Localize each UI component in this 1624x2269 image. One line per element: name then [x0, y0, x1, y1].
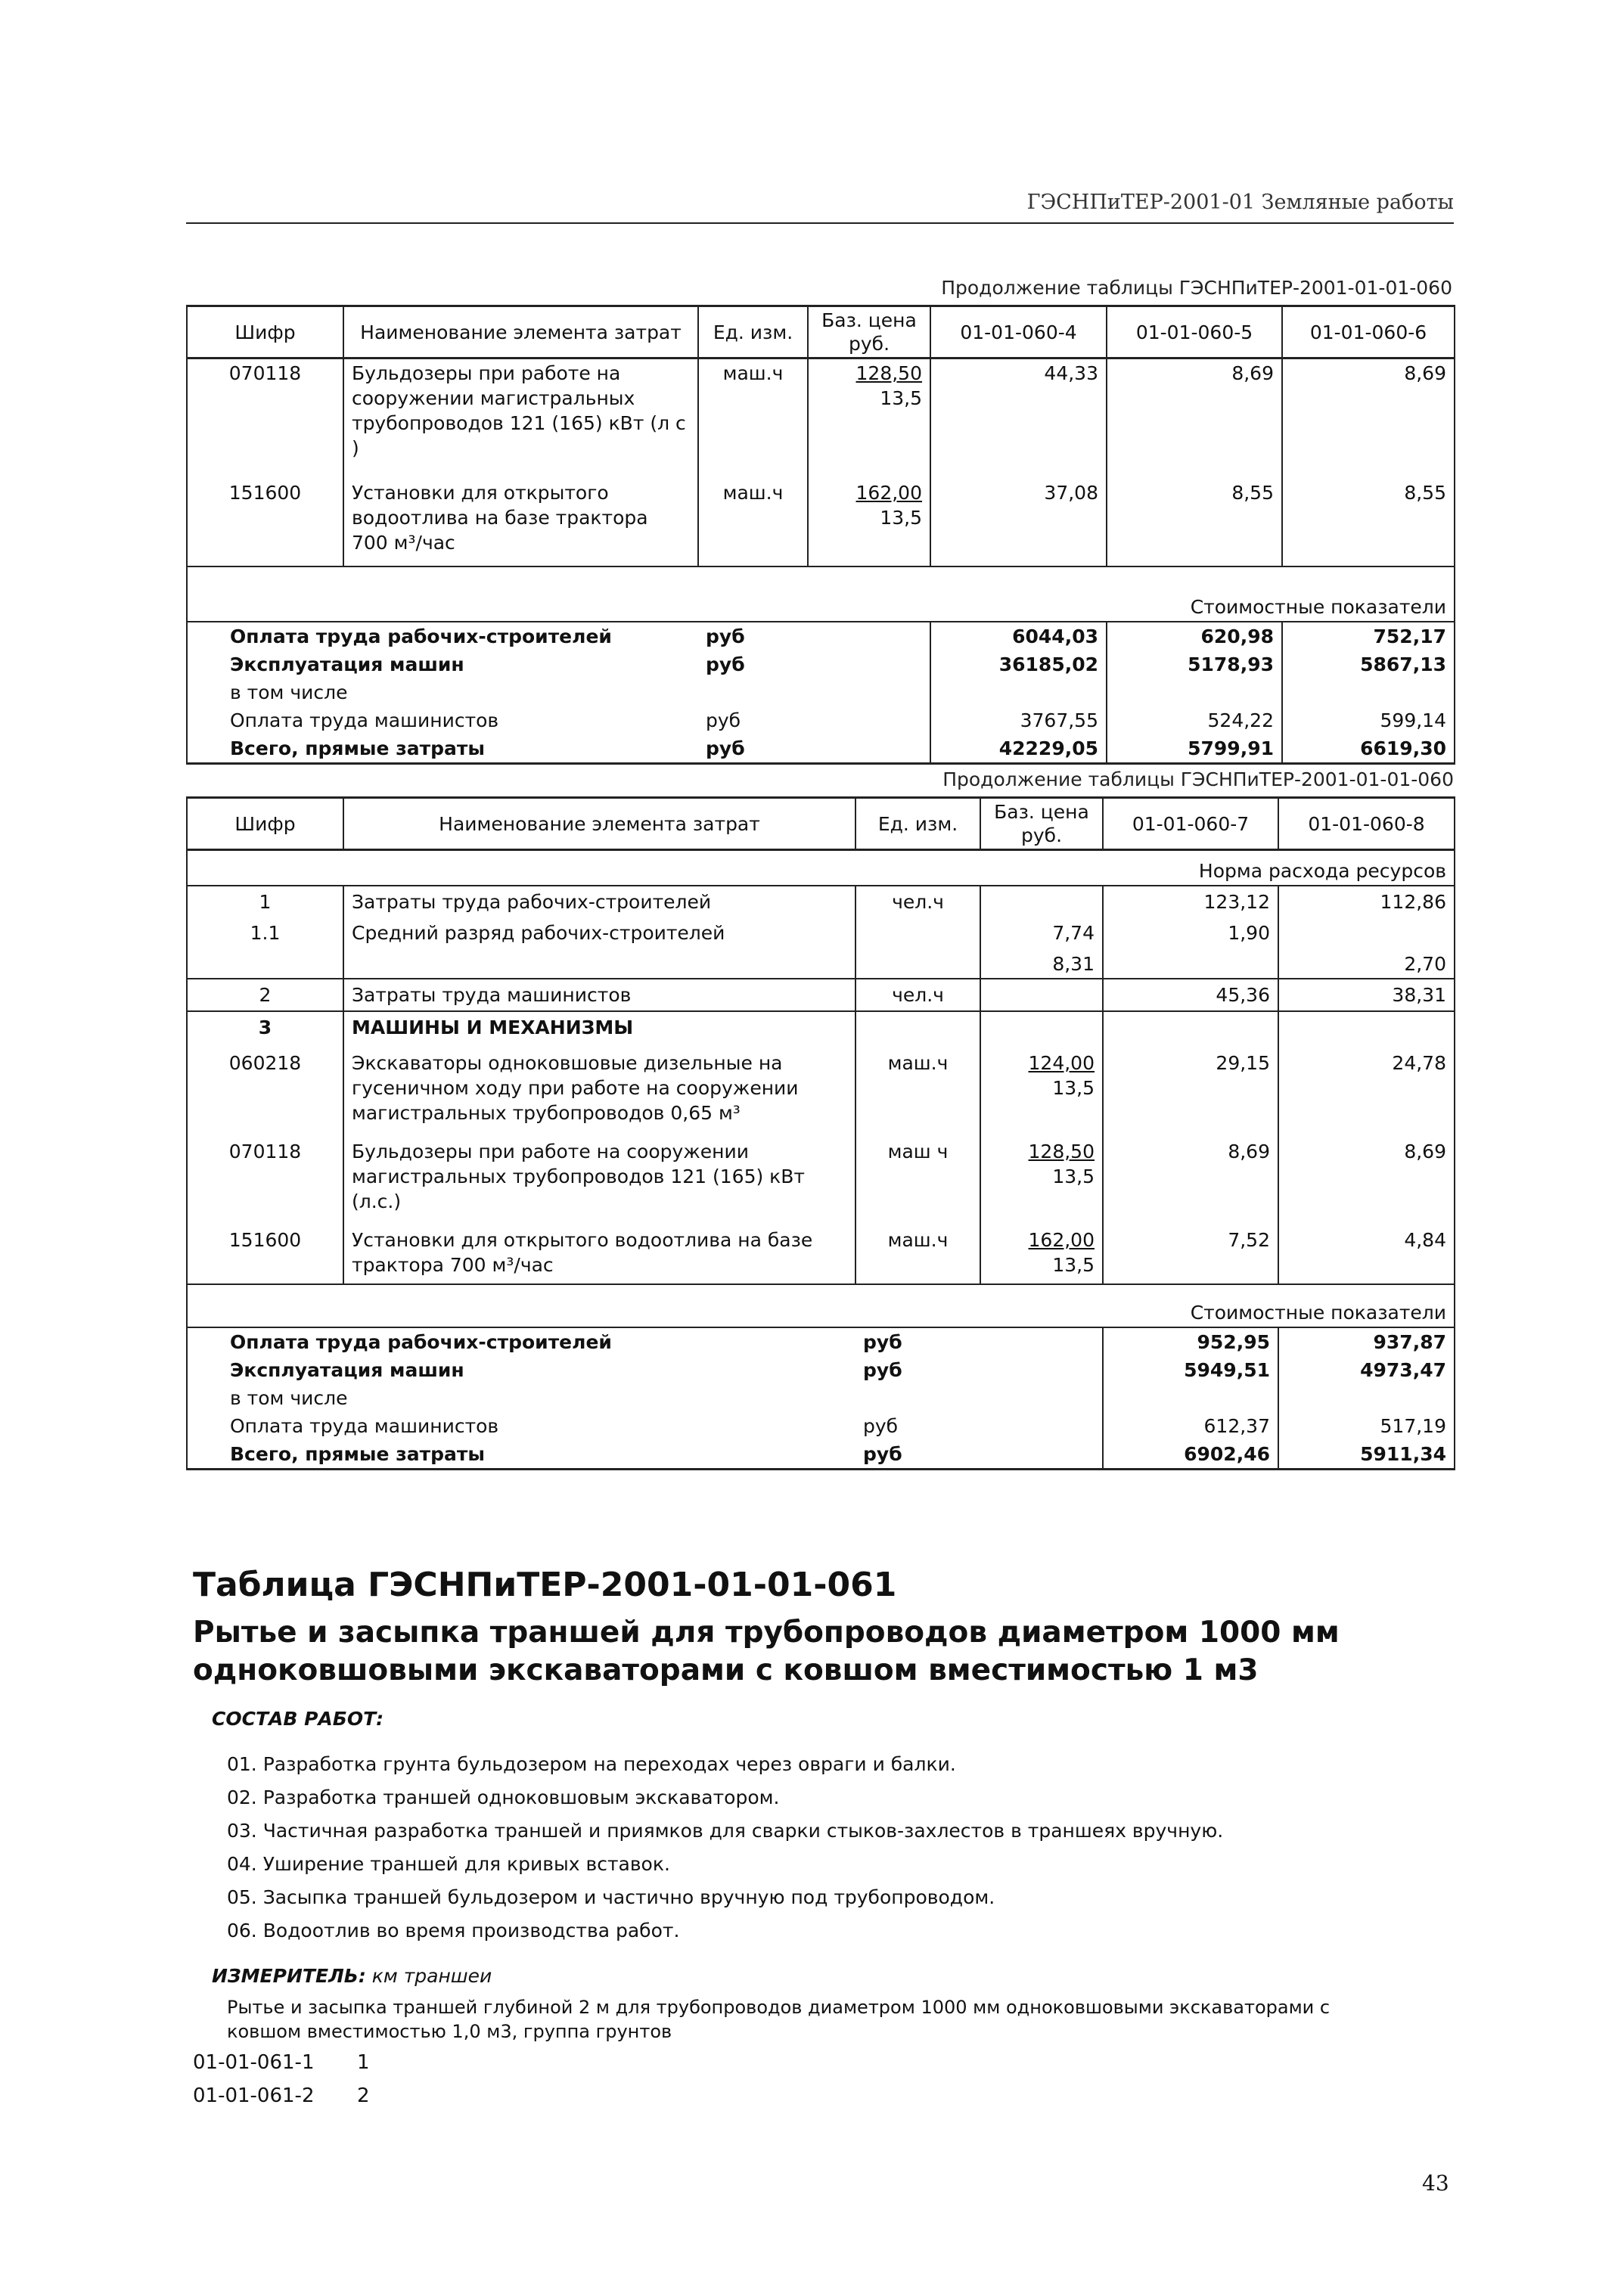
unit-cell: маш.ч	[698, 471, 808, 566]
cost-row	[187, 1327, 1455, 1356]
name-cell	[343, 948, 855, 979]
unit-cell: маш ч	[855, 1131, 980, 1220]
column-header: Баз. цена руб.	[808, 306, 930, 359]
value-cell: 42229,05	[930, 734, 1107, 764]
code-group: 2	[357, 2084, 370, 2107]
cost-unit: руб	[698, 706, 930, 734]
section-subtitle-line2: одноковшовыми экскаваторами с ковшом вместимостью 1 м3	[193, 1653, 1259, 1687]
cost-name: Оплата труда рабочих-строителей	[187, 1327, 855, 1356]
value-cell: 6619,30	[1282, 734, 1455, 764]
cost-name: Всего, прямые затраты	[187, 1440, 855, 1470]
cost-row	[187, 678, 1455, 706]
code-cell: 060218	[187, 1043, 343, 1131]
cost-row	[187, 734, 1455, 764]
table-row	[187, 979, 1455, 1011]
value-cell: 6902,46	[1103, 1440, 1278, 1470]
column-header: 01-01-060-5	[1107, 306, 1282, 359]
price-index: 13,5	[880, 387, 922, 409]
table1-continuation: Продолжение таблицы ГЭСНПиТЕР-2001-01-01-060	[941, 277, 1452, 299]
value-cell	[1103, 1384, 1278, 1412]
code-row-1	[193, 2051, 370, 2074]
value-cell: 6044,03	[930, 622, 1107, 650]
value-cell: 2,70	[1278, 948, 1455, 979]
value-cell: 8,69	[1107, 359, 1282, 472]
section-label-row	[187, 1284, 1455, 1327]
value-cell	[1282, 678, 1455, 706]
value-cell: 5867,13	[1282, 650, 1455, 678]
cost-unit	[855, 1384, 1103, 1412]
section-subtitle-line1: Рытье и засыпка траншей для трубопроводов диаметром 1000 мм	[193, 1616, 1340, 1650]
value-cell: 937,87	[1278, 1327, 1455, 1356]
name-cell: Установки для открытого водоотлива на базе трактора 700 м³/час	[343, 471, 698, 566]
table-row	[187, 1011, 1455, 1043]
value-cell: 8,55	[1282, 471, 1455, 566]
description-line2: ковшом вместимостью 1,0 м3, группа грунтов	[227, 2021, 672, 2042]
code-cell: 151600	[187, 471, 343, 566]
price-cell	[980, 1131, 1103, 1220]
price-index: 13,5	[1052, 1077, 1095, 1099]
unit-cell: маш.ч	[698, 359, 808, 472]
norm-label: Норма расхода ресурсов	[187, 850, 1455, 886]
cost-name: в том числе	[187, 678, 698, 706]
cost-unit	[698, 678, 930, 706]
table-row	[187, 948, 1455, 979]
works-label: СОСТАВ РАБОТ:	[212, 1708, 384, 1730]
table1-header-row	[187, 306, 1455, 359]
work-item: 01. Разработка грунта бульдозером на переходах через овраги и балки.	[227, 1753, 956, 1775]
value-cell: 112,86	[1278, 886, 1455, 917]
table-row	[187, 1220, 1455, 1284]
cost-row	[187, 1412, 1455, 1440]
value-cell	[1107, 678, 1282, 706]
meter-line	[212, 1965, 492, 1987]
code-cell: 3	[187, 1011, 343, 1043]
value-cell	[1278, 917, 1455, 948]
code-cell	[187, 948, 343, 979]
price-cell	[980, 979, 1103, 1011]
name-cell: Бульдозеры при работе на сооружении магистральных трубопроводов 121 (165) кВт (л с )	[343, 359, 698, 472]
value-cell: 5949,51	[1103, 1356, 1278, 1384]
work-item: 06. Водоотлив во время производства работ.	[227, 1920, 680, 1942]
cost-unit: руб	[855, 1412, 1103, 1440]
unit-cell: маш.ч	[855, 1220, 980, 1284]
column-header: 01-01-060-6	[1282, 306, 1455, 359]
cost-row	[187, 706, 1455, 734]
cost-name: Всего, прямые затраты	[187, 734, 698, 764]
value-cell: 8,55	[1107, 471, 1282, 566]
cost-row	[187, 1384, 1455, 1412]
cost-name: в том числе	[187, 1384, 855, 1412]
value-cell: 752,17	[1282, 622, 1455, 650]
price-index: 13,5	[1052, 1254, 1095, 1276]
code-row-2	[193, 2084, 370, 2107]
table2-header-row	[187, 798, 1455, 850]
cost-unit: руб	[855, 1356, 1103, 1384]
value-cell	[1103, 948, 1278, 979]
value-cell: 44,33	[930, 359, 1107, 472]
cost-name: Оплата труда рабочих-строителей	[187, 622, 698, 650]
value-cell: 524,22	[1107, 706, 1282, 734]
unit-cell	[855, 917, 980, 948]
value-cell: 3767,55	[930, 706, 1107, 734]
section-title: Таблица ГЭСНПиТЕР-2001-01-01-061	[193, 1566, 897, 1604]
unit-cell: маш.ч	[855, 1043, 980, 1131]
section-label: Стоимостные показатели	[187, 566, 1455, 622]
name-cell: Экскаваторы одноковшовые дизельные на гусеничном ходу при работе на сооружении магистральных трубопроводов 0,65 м³	[343, 1043, 855, 1131]
code-cell: 070118	[187, 1131, 343, 1220]
value-cell: 599,14	[1282, 706, 1455, 734]
value-cell: 4973,47	[1278, 1356, 1455, 1384]
value-cell: 123,12	[1103, 886, 1278, 917]
base-price: 128,50	[1028, 1141, 1095, 1162]
unit-cell	[855, 1011, 980, 1043]
table-row	[187, 917, 1455, 948]
value-cell: 1,90	[1103, 917, 1278, 948]
name-cell: Средний разряд рабочих-строителей	[343, 917, 855, 948]
section-label: Стоимостные показатели	[187, 1284, 1455, 1327]
price-cell	[808, 359, 930, 472]
code-cell: 1.1	[187, 917, 343, 948]
price-cell: 7,74	[980, 917, 1103, 948]
name-cell: Установки для открытого водоотлива на базе трактора 700 м³/час	[343, 1220, 855, 1284]
price-index: 13,5	[1052, 1166, 1095, 1187]
column-header: Шифр	[187, 306, 343, 359]
unit-cell: чел.ч	[855, 979, 980, 1011]
price-cell	[980, 1043, 1103, 1131]
name-cell: Затраты труда машинистов	[343, 979, 855, 1011]
value-cell: 8,69	[1103, 1131, 1278, 1220]
price-cell: 8,31	[980, 948, 1103, 979]
name-cell: МАШИНЫ И МЕХАНИЗМЫ	[343, 1011, 855, 1043]
value-cell: 24,78	[1278, 1043, 1455, 1131]
cost-name: Эксплуатация машин	[187, 650, 698, 678]
value-cell	[1278, 1011, 1455, 1043]
code-cell: 1	[187, 886, 343, 917]
section-label-row	[187, 566, 1455, 622]
cost-unit: руб	[698, 622, 930, 650]
code-value: 01-01-061-2	[193, 2084, 315, 2107]
value-cell: 5178,93	[1107, 650, 1282, 678]
norm-label-row	[187, 850, 1455, 886]
code-value: 01-01-061-1	[193, 2051, 315, 2074]
name-cell: Бульдозеры при работе на сооружении магистральных трубопроводов 121 (165) кВт (л.с.)	[343, 1131, 855, 1220]
base-price: 162,00	[855, 482, 922, 504]
column-header: Шифр	[187, 798, 343, 850]
work-item: 04. Уширение траншей для кривых вставок.	[227, 1853, 670, 1875]
column-header: Наименование элемента затрат	[343, 798, 855, 850]
value-cell: 29,15	[1103, 1043, 1278, 1131]
cost-name: Оплата труда машинистов	[187, 1412, 855, 1440]
cost-unit: руб	[855, 1440, 1103, 1470]
table-row	[187, 1131, 1455, 1220]
cost-row	[187, 1440, 1455, 1470]
table1	[186, 305, 1455, 765]
value-cell: 7,52	[1103, 1220, 1278, 1284]
value-cell	[1103, 1011, 1278, 1043]
value-cell: 36185,02	[930, 650, 1107, 678]
work-item: 02. Разработка траншей одноковшовым экскаватором.	[227, 1786, 780, 1808]
price-cell	[980, 1011, 1103, 1043]
table2	[186, 796, 1455, 1470]
value-cell: 4,84	[1278, 1220, 1455, 1284]
cost-unit: руб	[698, 650, 930, 678]
cost-unit: руб	[855, 1327, 1103, 1356]
base-price: 124,00	[1028, 1052, 1095, 1074]
table-row	[187, 359, 1455, 472]
base-price: 128,50	[855, 362, 922, 384]
cost-name: Эксплуатация машин	[187, 1356, 855, 1384]
price-index: 13,5	[880, 507, 922, 529]
column-header: 01-01-060-8	[1278, 798, 1455, 850]
page-number: 43	[1422, 2171, 1449, 2196]
price-cell	[980, 1220, 1103, 1284]
table-row	[187, 471, 1455, 566]
table-row	[187, 886, 1455, 917]
column-header: Ед. изм.	[698, 306, 808, 359]
meter-label: ИЗМЕРИТЕЛЬ:	[212, 1965, 366, 1987]
value-cell	[1278, 1384, 1455, 1412]
value-cell: 517,19	[1278, 1412, 1455, 1440]
unit-cell	[855, 948, 980, 979]
code-cell: 2	[187, 979, 343, 1011]
name-cell: Затраты труда рабочих-строителей	[343, 886, 855, 917]
price-cell	[808, 471, 930, 566]
cost-row	[187, 622, 1455, 650]
cost-unit: руб	[698, 734, 930, 764]
description-line1: Рытье и засыпка траншей глубиной 2 м для трубопроводов диаметром 1000 мм одноковшовыми экскаваторами с	[227, 1997, 1331, 2018]
value-cell: 620,98	[1107, 622, 1282, 650]
code-cell: 151600	[187, 1220, 343, 1284]
unit-cell: чел.ч	[855, 886, 980, 917]
running-header: ГЭСНПиТЕР-2001-01 Земляные работы	[1026, 191, 1454, 214]
column-header: Баз. цена руб.	[980, 798, 1103, 850]
value-cell: 5911,34	[1278, 1440, 1455, 1470]
meter-value: км траншеи	[371, 1965, 492, 1987]
value-cell: 45,36	[1103, 979, 1278, 1011]
code-cell: 070118	[187, 359, 343, 472]
value-cell: 37,08	[930, 471, 1107, 566]
cost-name: Оплата труда машинистов	[187, 706, 698, 734]
cost-row	[187, 650, 1455, 678]
work-item: 05. Засыпка траншей бульдозером и частично вручную под трубопроводом.	[227, 1886, 995, 1908]
value-cell: 8,69	[1282, 359, 1455, 472]
value-cell: 612,37	[1103, 1412, 1278, 1440]
value-cell: 38,31	[1278, 979, 1455, 1011]
base-price: 162,00	[1028, 1229, 1095, 1251]
column-header: 01-01-060-4	[930, 306, 1107, 359]
value-cell: 5799,91	[1107, 734, 1282, 764]
value-cell: 952,95	[1103, 1327, 1278, 1356]
code-group: 1	[357, 2051, 370, 2074]
price-cell	[980, 886, 1103, 917]
table-row	[187, 1043, 1455, 1131]
table2-continuation: Продолжение таблицы ГЭСНПиТЕР-2001-01-01-060	[942, 768, 1454, 790]
column-header: Наименование элемента затрат	[343, 306, 698, 359]
work-item: 03. Частичная разработка траншей и приямков для сварки стыков-захлестов в траншеях вручную.	[227, 1820, 1224, 1842]
column-header: Ед. изм.	[855, 798, 980, 850]
header-rule	[186, 222, 1454, 224]
value-cell: 8,69	[1278, 1131, 1455, 1220]
value-cell	[930, 678, 1107, 706]
column-header: 01-01-060-7	[1103, 798, 1278, 850]
cost-row	[187, 1356, 1455, 1384]
